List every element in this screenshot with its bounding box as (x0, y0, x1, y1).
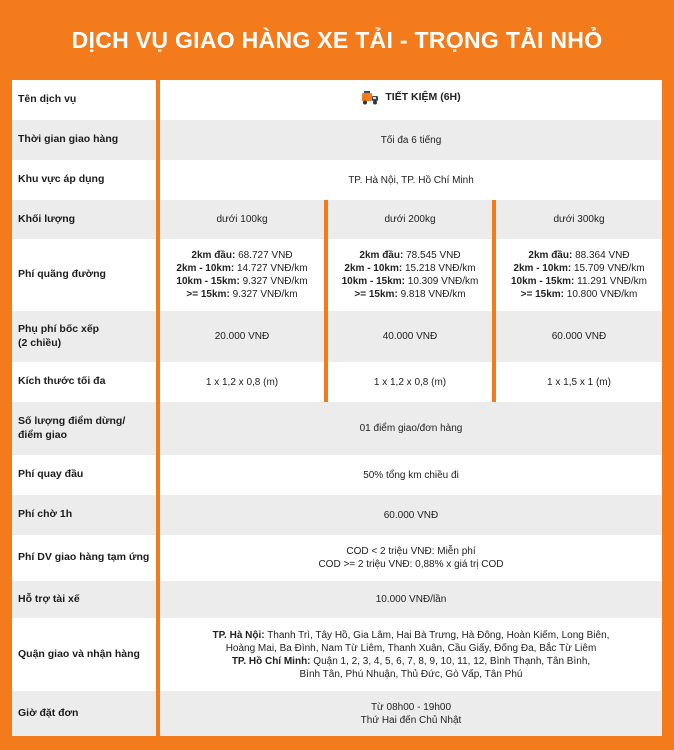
table-row (12, 200, 662, 239)
weight-value: dưới 300kg (494, 200, 662, 239)
cod-fee-cell (158, 535, 662, 581)
loading-fee-value: 40.000 VNĐ (326, 311, 494, 362)
tier-price: 9.327 VNĐ/km (232, 289, 298, 300)
table-row (12, 120, 662, 160)
tier-label: 10km - 15km: (176, 276, 240, 287)
label-line: (2 chiều) (18, 336, 62, 349)
tier-price: 10.800 VNĐ/km (566, 289, 638, 300)
max-size-value: 1 x 1,2 x 0,8 (m) (158, 362, 326, 402)
tier-price: 68.727 VNĐ (238, 250, 293, 261)
table-row (12, 362, 662, 402)
table-row (12, 535, 662, 581)
order-time-line: Từ 08h00 - 19h00 (370, 701, 452, 713)
row-label-wait-fee: Phí chờ 1h (12, 495, 158, 535)
loading-fee-value: 60.000 VNĐ (494, 311, 662, 362)
tier-label: 2km - 10km: (513, 263, 572, 274)
service-table (12, 80, 662, 736)
district-list: Bình Tân, Phú Nhuận, Thủ Đức, Gò Vấp, Tân Phú (299, 668, 523, 680)
tier-label: 2km đầu: (359, 250, 404, 261)
tier-label: 10km - 15km: (341, 276, 405, 287)
row-label-weight: Khối lượng (12, 200, 158, 239)
stops-value: 01 điểm giao/đơn hàng (158, 402, 662, 455)
tier-price: 14.727 VNĐ/km (237, 263, 308, 274)
cod-line: COD < 2 triệu VNĐ: Miễn phí (346, 546, 476, 557)
row-label-area: Khu vực áp dụng (12, 160, 158, 200)
district-list: Quận 1, 2, 3, 4, 5, 6, 7, 8, 9, 10, 11, 12, Bình Thạnh, Tân Bình, (313, 655, 591, 667)
tier-price: 15.709 VNĐ/km (574, 263, 645, 274)
district-list: Thanh Trì, Tây Hồ, Gia Lâm, Hai Bà Trưng, Hà Đông, Hoàn Kiếm, Long Biên, (267, 629, 610, 641)
row-label-driver-support: Hỗ trợ tài xế (12, 581, 158, 618)
area-value: TP. Hà Nội, TP. Hồ Chí Minh (158, 160, 662, 200)
tier-price: 88.364 VNĐ (575, 250, 630, 261)
row-label-distance-fee: Phí quãng đường (12, 239, 158, 311)
table-row (12, 239, 662, 311)
table-row (12, 455, 662, 495)
tier-price: 15.218 VNĐ/km (405, 263, 476, 274)
district-list: Hoàng Mai, Ba Đình, Nam Từ Liêm, Thanh Xuân, Cầu Giấy, Đống Đa, Bắc Từ Liêm (225, 642, 597, 654)
truck-icon (361, 90, 379, 106)
table-row (12, 495, 662, 535)
loading-fee-value: 20.000 VNĐ (158, 311, 326, 362)
districts-cell (158, 618, 662, 691)
row-label-max-size: Kích thước tối đa (12, 362, 158, 402)
tier-price: 10.309 VNĐ/km (407, 276, 479, 287)
tier-label: 10km - 15km: (511, 276, 575, 287)
weight-value: dưới 200kg (326, 200, 494, 239)
tier-label: 2km đầu: (191, 250, 236, 261)
tier-label: >= 15km: (520, 289, 564, 300)
label-line: điểm giao (18, 428, 68, 441)
tier-price: 9.327 VNĐ/km (242, 276, 308, 287)
row-label-order-time: Giờ đặt đơn (12, 691, 158, 736)
page-title: DỊCH VỤ GIAO HÀNG XE TẢI - TRỌNG TẢI NHỎ (71, 26, 603, 53)
max-size-value: 1 x 1,2 x 0,8 (m) (326, 362, 494, 402)
tier-price: 11.291 VNĐ/km (577, 276, 647, 287)
table-row (12, 581, 662, 618)
wait-fee-value: 60.000 VNĐ (158, 495, 662, 535)
row-label-stops (12, 402, 158, 455)
tier-price: 9.818 VNĐ/km (400, 289, 466, 300)
order-time-cell (158, 691, 662, 736)
row-label-districts: Quận giao và nhận hàng (12, 618, 158, 691)
tier-price: 78.545 VNĐ (406, 250, 461, 261)
cod-line: COD >= 2 triệu VNĐ: 0,88% x giá trị COD (318, 559, 504, 570)
weight-value: dưới 100kg (158, 200, 326, 239)
row-label-cod-fee: Phí DV giao hàng tạm ứng (12, 535, 158, 581)
delivery-time-value: Tối đa 6 tiếng (158, 120, 662, 160)
row-label-return-fee: Phí quay đầu (12, 455, 158, 495)
order-time-line: Thứ Hai đến Chủ Nhật (360, 714, 462, 726)
city-label: TP. Hồ Chí Minh: (231, 655, 311, 667)
table-row (12, 311, 662, 362)
table-row (12, 691, 662, 736)
row-label-loading-fee (12, 311, 158, 362)
tier-label: 2km - 10km: (176, 263, 235, 274)
city-label: TP. Hà Nội: (212, 629, 265, 641)
table-row (12, 80, 662, 120)
distance-fee-cell (326, 239, 494, 311)
tier-label: 2km - 10km: (344, 263, 403, 274)
distance-fee-cell (158, 239, 326, 311)
max-size-value: 1 x 1,5 x 1 (m) (494, 362, 662, 402)
return-fee-value: 50% tổng km chiều đi (158, 455, 662, 495)
service-name: TIẾT KIỆM (6H) (385, 91, 461, 104)
tier-label: >= 15km: (354, 289, 398, 300)
row-label-service: Tên dịch vụ (12, 80, 158, 120)
tier-label: >= 15km: (186, 289, 230, 300)
tier-label: 2km đầu: (528, 250, 573, 261)
distance-fee-cell (494, 239, 662, 311)
label-line: Phụ phí bốc xếp (18, 323, 100, 336)
table-row (12, 402, 662, 455)
service-name-cell (158, 80, 662, 120)
driver-support-value: 10.000 VNĐ/lần (158, 581, 662, 618)
table-row (12, 618, 662, 691)
table-row (12, 160, 662, 200)
row-label-time: Thời gian giao hàng (12, 120, 158, 160)
label-line: Số lượng điểm dừng/ (18, 415, 126, 428)
